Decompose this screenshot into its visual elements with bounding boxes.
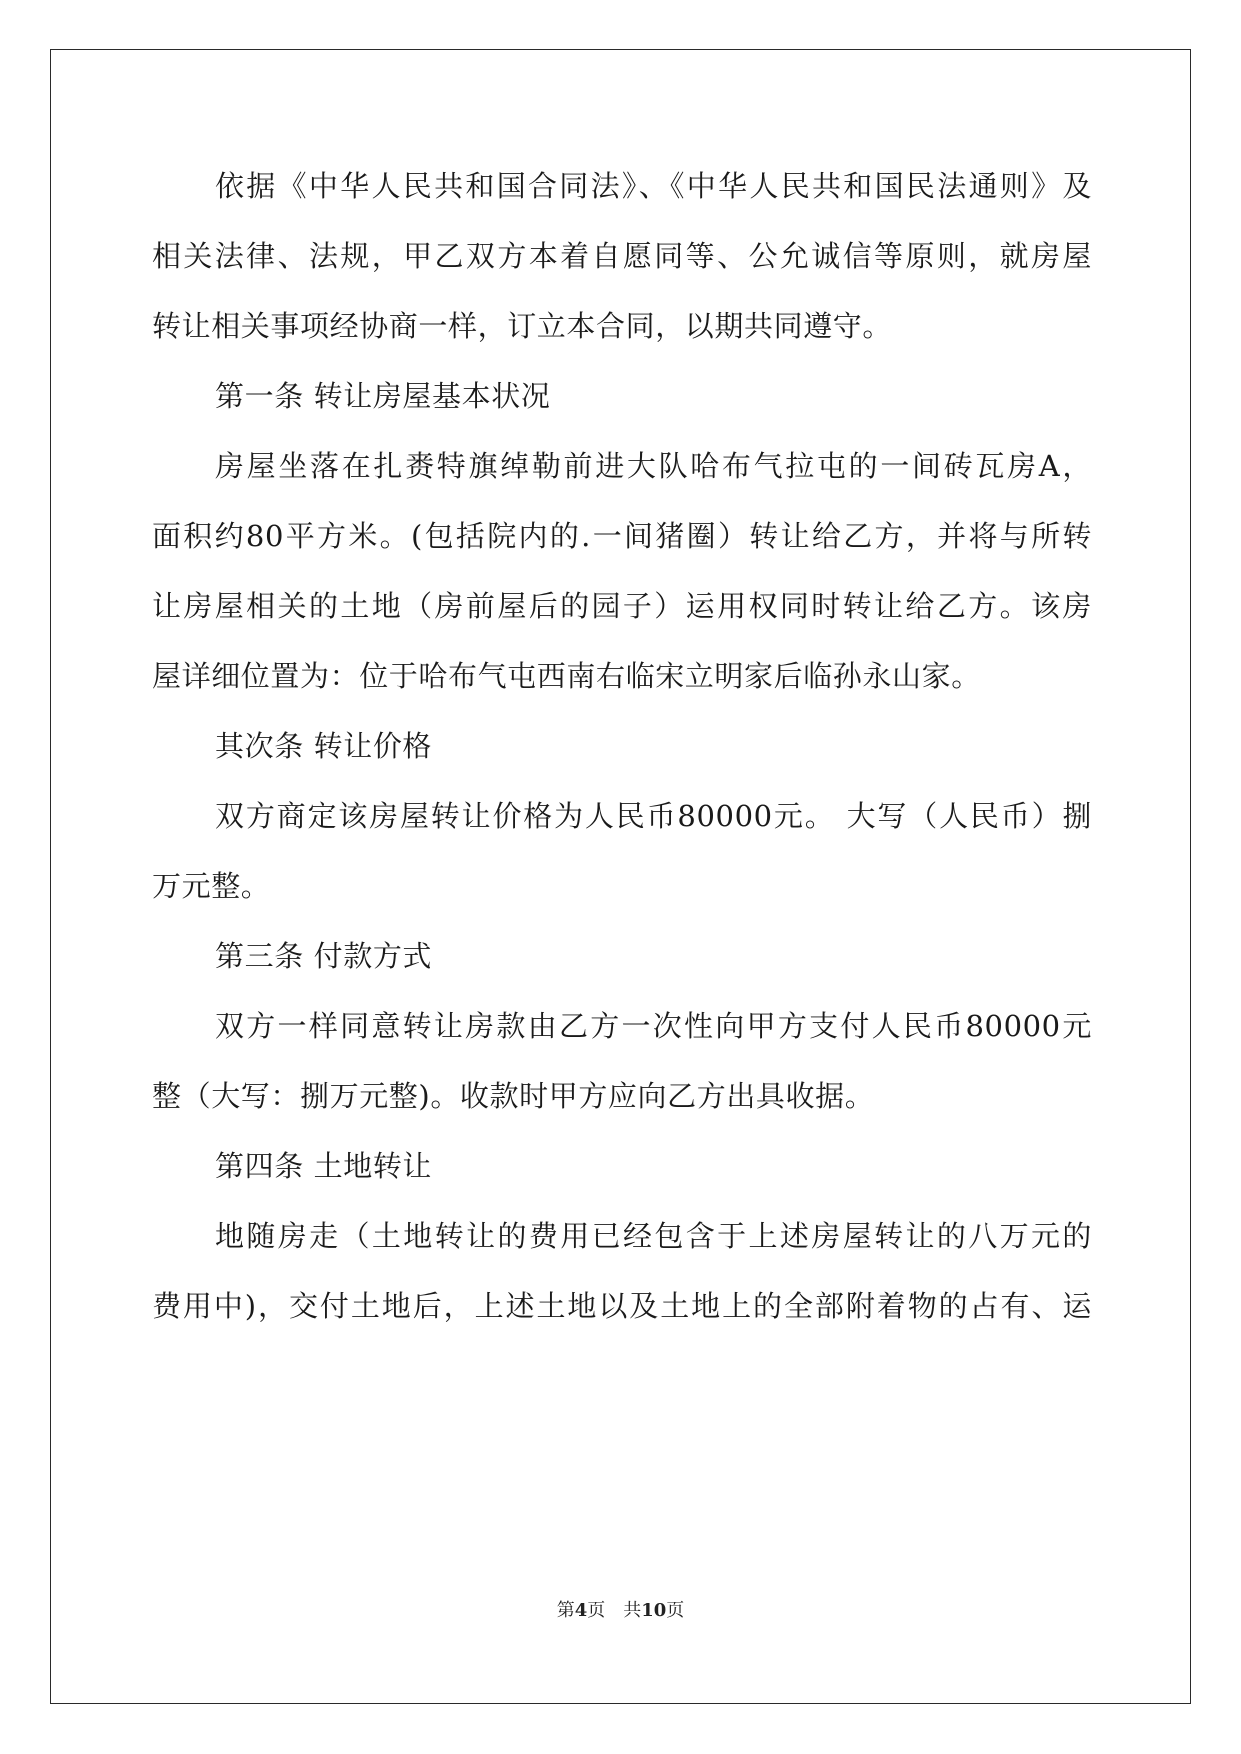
section-heading: 第四条 土地转让 bbox=[215, 1149, 433, 1183]
footer-suffix: 页 bbox=[666, 1600, 685, 1621]
paragraph-line: 房屋坐落在扎赉特旗绰勒前进大队哈布气拉屯的一间砖瓦房A， bbox=[215, 449, 1092, 483]
paragraph-line: 万元整。 bbox=[152, 869, 271, 903]
section-heading: 其次条 转让价格 bbox=[215, 729, 433, 763]
footer-prefix: 第 bbox=[556, 1600, 575, 1621]
paragraph-line: 面积约80平方米。(包括院内的.一间猪圈）转让给乙方，并将与所转 bbox=[152, 519, 1092, 553]
footer-middle: 页 共 bbox=[587, 1600, 642, 1621]
paragraph-line: 费用中)，交付土地后，上述土地以及土地上的全部附着物的占有、运 bbox=[152, 1289, 1092, 1323]
paragraph-line: 相关法律、法规，甲乙双方本着自愿同等、公允诚信等原则，就房屋 bbox=[152, 239, 1092, 273]
paragraph-line: 屋详细位置为：位于哈布气屯西南右临宋立明家后临孙永山家。 bbox=[152, 659, 981, 693]
paragraph-line: 双方商定该房屋转让价格为人民币80000元。 大写（人民币）捌 bbox=[215, 799, 1092, 833]
paragraph-line: 让房屋相关的土地（房前屋后的园子）运用权同时转让给乙方。该房 bbox=[152, 589, 1092, 623]
total-page-number: 10 bbox=[641, 1600, 667, 1621]
paragraph-line: 转让相关事项经协商一样，订立本合同，以期共同遵守。 bbox=[152, 309, 893, 343]
page-footer bbox=[0, 1596, 1241, 1622]
paragraph-line: 依据《中华人民共和国合同法》、《中华人民共和国民法通则》及 bbox=[215, 169, 1092, 203]
paragraph-line: 地随房走（土地转让的费用已经包含于上述房屋转让的八万元的 bbox=[215, 1219, 1092, 1253]
section-heading: 第三条 付款方式 bbox=[215, 939, 433, 973]
current-page-number: 4 bbox=[574, 1600, 588, 1621]
section-heading: 第一条 转让房屋基本状况 bbox=[215, 379, 551, 413]
paragraph-line: 整（大写：捌万元整)。收款时甲方应向乙方出具收据。 bbox=[152, 1079, 875, 1113]
paragraph-line: 双方一样同意转让房款由乙方一次性向甲方支付人民币80000元 bbox=[215, 1009, 1092, 1043]
